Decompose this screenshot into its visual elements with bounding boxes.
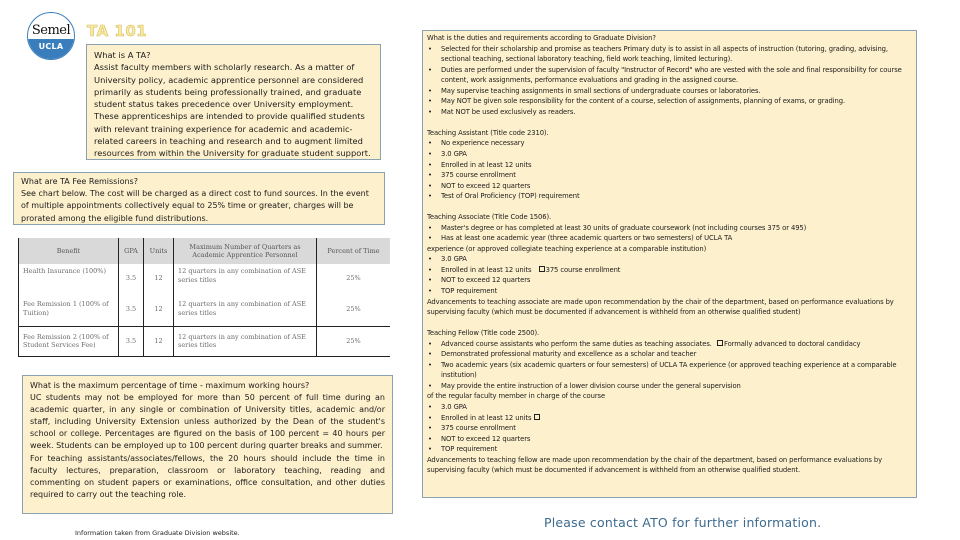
- list-item: • May supervise teaching assignments in small sections of undergraduate courses or laboratories.: [427, 86, 912, 97]
- list-item: • Duties are performed under the supervision of faculty "Instructor of Record" who are vested with the sole and final responsibility for course content, work assignments, performance evaluations and grading in the assigned course.: [427, 65, 912, 86]
- list-item: • May provide the entire instruction of a lower division course under the general supervision: [427, 381, 912, 392]
- cell-gpa: 3.5: [119, 264, 144, 292]
- list-item: • TOP requirement: [427, 286, 912, 297]
- contact-note: Please contact ATO for further information.: [544, 515, 822, 530]
- what-is-ta-heading: What is A TA?: [94, 50, 151, 60]
- fellow-list: [427, 339, 912, 392]
- associate-enrollment-text: 375 course enrollment: [545, 265, 621, 274]
- source-note: Information taken from Graduate Division website.: [75, 529, 240, 537]
- list-item: [427, 339, 912, 350]
- list-item: • NOT to exceed 12 quarters: [427, 275, 912, 286]
- list-item: • Mat NOT be used exclusively as readers.: [427, 107, 912, 118]
- semel-ucla-logo: [27, 12, 75, 60]
- fee-remission-table: [18, 238, 390, 357]
- fellow-advancement: Advancements to teaching fellow are made upon recommendation by the chair of the department, based on performance evaluations by supervising faculty (which must be documented if advancement is withheld from an otherwise qualified student.: [427, 455, 883, 475]
- page-title: TA 101: [87, 22, 148, 40]
- duties-list: [427, 44, 912, 118]
- list-item: • Master's degree or has completed at least 30 units of graduate coursework (not including courses 375 or 495): [427, 223, 912, 234]
- list-item: • NOT to exceed 12 quarters: [427, 181, 912, 192]
- fee-remissions-body: See chart below. The cost will be charged as a direct cost to fund sources. In the event of multiple appointments collectively equal to 25% time or greater, charges will be prorated among the eligible fund distributions.: [21, 189, 369, 223]
- list-item: • No experience necessary: [427, 138, 912, 149]
- duties-heading: What is the duties and requirements according to Graduate Division?: [427, 34, 656, 42]
- list-item: • 3.0 GPA: [427, 254, 912, 265]
- missing-glyph-icon: [717, 340, 723, 346]
- header-units: Units: [144, 238, 174, 264]
- associate-heading: Teaching Associate (Title Code 1506).: [427, 213, 552, 222]
- fellow-candidacy-text: Formally advanced to doctoral candidacy: [724, 339, 861, 348]
- list-item: • Enrolled in at least 12 units: [427, 160, 912, 171]
- list-item: • Selected for their scholarship and promise as teachers Primary duty is to assist in all aspects of instruction (tutoring, grading, advising, sectional teaching, sectional laboratory teaching, field work teaching, limited lecturing).: [427, 44, 912, 65]
- cell-units: 12: [144, 292, 174, 326]
- list-item: • Two academic years (six academic quarters or four semesters) of UCLA TA experience (or approved teaching experience at a comparable institution): [427, 360, 912, 381]
- table-row: [19, 264, 391, 292]
- table-row: [19, 292, 391, 326]
- cell-benefit: Fee Remission 2 (100% of Student Services Fee): [19, 326, 119, 356]
- associate-advancement: Advancements to teaching associate are made upon recommendation by the chair of the department, based on performance evaluations by supervising faculty (which must be documented if advancement is withheld from an otherwise qualified student): [427, 297, 894, 317]
- cell-benefit: Health Insurance (100%): [19, 264, 119, 292]
- list-item: • Has at least one academic year (three academic quarters or two semesters) of UCLA TA: [427, 233, 912, 244]
- associate-item2-continued: experience (or approved collegiate teaching experience at a comparable institution): [427, 244, 707, 253]
- fee-remissions-box: [13, 172, 385, 225]
- logo-ucla-text: UCLA: [28, 39, 74, 60]
- cell-max-quarters: 12 quarters in any combination of ASE series titles: [174, 264, 317, 292]
- max-time-heading: What is the maximum percentage of time - maximum working hours?: [30, 381, 310, 390]
- max-time-body-2: For teaching assistants/associates/fellows, the 20 hours should include the time in faculty lectures, preparation, classroom or laboratory teaching, reading and commenting on student papers or examinations, office consultation, and other duties required to carry out the teaching role.: [30, 453, 385, 499]
- table-header-row: [19, 238, 391, 264]
- cell-gpa: 3.5: [119, 326, 144, 356]
- associate-list: [427, 223, 912, 244]
- associate-list-2: [427, 254, 912, 296]
- list-item: • 3.0 GPA: [427, 149, 912, 160]
- list-item: • May NOT be given sole responsibility for the content of a course, selection of assignments, planning of exams, or grading.: [427, 96, 912, 107]
- fellow-item1-text: Advanced course assistants who perform the same duties as teaching associates.: [441, 339, 712, 348]
- ta-list: [427, 138, 912, 201]
- ta-heading: Teaching Assistant (Title code 2310).: [427, 128, 549, 137]
- list-item: • 375 course enrollment: [427, 170, 912, 181]
- missing-glyph-icon: [534, 414, 540, 420]
- cell-benefit: Fee Remission 1 (100% of Tuition): [19, 292, 119, 326]
- cell-percent-time: 25%: [346, 274, 361, 283]
- header-gpa: GPA: [119, 238, 144, 264]
- cell-units: 12: [144, 264, 174, 292]
- header-max-quarters: Maximum Number of Quarters as Academic Apprentice Personnel: [174, 238, 317, 264]
- max-time-box: [22, 375, 393, 514]
- cell-gpa: 3.5: [119, 292, 144, 326]
- table-row: [19, 326, 391, 356]
- list-item: • 3.0 GPA: [427, 402, 912, 413]
- fellow-list-2: [427, 402, 912, 455]
- list-item: [427, 265, 912, 276]
- list-item: • Test of Oral Proficiency (TOP) requirement: [427, 191, 912, 202]
- cell-percent-time: 25%: [317, 326, 391, 356]
- logo-semel-text: Semel: [31, 23, 71, 38]
- header-benefit: Benefit: [19, 238, 119, 264]
- fee-remissions-heading: What are TA Fee Remissions?: [21, 177, 138, 186]
- list-item: • TOP requirement: [427, 444, 912, 455]
- fellow-heading: Teaching Fellow (Title code 2500).: [427, 329, 540, 338]
- missing-glyph-icon: [539, 266, 545, 272]
- cell-units: 12: [144, 326, 174, 356]
- fellow-units-text: Enrolled in at least 12 units: [441, 413, 532, 422]
- duties-requirements-box: [422, 30, 917, 498]
- max-time-body-1: UC students may not be employed for more than 50 percent of full time during an academic quarter, in any single or combination of University titles, academic and/or staff, including University Extension unless authorized by the Dean of the student's school or college. Percentages are figured on the basis of 100 percent = 40 hours per week. Students can be employed up to 100 percent during quarter breaks and summer.: [30, 393, 385, 451]
- list-item: • Demonstrated professional maturity and excellence as a scholar and teacher: [427, 349, 912, 360]
- header-percent-time: Percent of Time: [317, 238, 391, 264]
- list-item: • NOT to exceed 12 quarters: [427, 434, 912, 445]
- fellow-item4-continued: of the regular faculty member in charge of the course: [427, 392, 606, 401]
- cell-percent-time: 25%: [346, 304, 361, 313]
- what-is-ta-body: Assist faculty members with scholarly research. As a matter of University policy, academic apprentice personnel are considered primarily as students being professionally trained, and graduate student status takes precedence over University employment. These apprenticeships are intended to provide qualified students with relevant training experience for academic and academic-related careers in teaching and research and to augment limited resources from within the University for graduate student support.: [94, 62, 371, 159]
- what-is-ta-box: [86, 44, 381, 160]
- list-item: • 375 course enrollment: [427, 423, 912, 434]
- cell-max-quarters: 12 quarters in any combination of ASE series titles: [174, 292, 317, 326]
- list-item: [427, 413, 912, 424]
- associate-units-text: Enrolled in at least 12 units: [441, 265, 532, 274]
- cell-max-quarters: 12 quarters in any combination of ASE series titles: [174, 326, 317, 356]
